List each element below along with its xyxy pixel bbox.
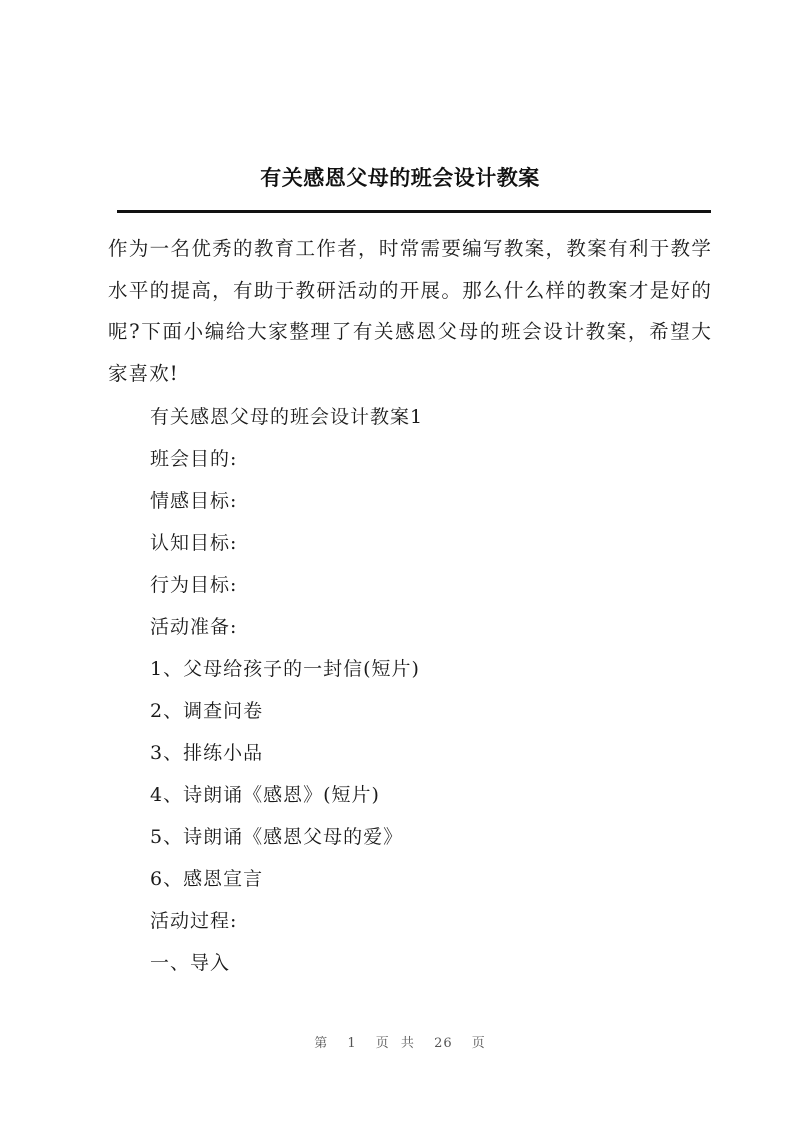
footer-middle: 页 共 bbox=[375, 1036, 415, 1051]
intro-paragraph: 作为一名优秀的教育工作者，时常需要编写教案，教案有利于教学水平的提高，有助于教研活动的开展。那么什么样的教案才是好的呢?下面小编给大家整理了有关感恩父母的班会设计教案，希望大家喜欢! bbox=[108, 237, 712, 385]
list-item: 3、排练小品 bbox=[150, 742, 264, 764]
text-line: 班会目的: bbox=[150, 448, 238, 470]
text-line: 认知目标: bbox=[150, 532, 238, 554]
list-item: 6、感恩宣言 bbox=[150, 868, 264, 890]
text-line: 活动准备: bbox=[150, 616, 238, 638]
list-item: 4、诗朗诵《感恩》(短片) bbox=[150, 784, 380, 806]
footer-suffix: 页 bbox=[471, 1036, 486, 1051]
list-item: 5、诗朗诵《感恩父母的爱》 bbox=[150, 826, 404, 848]
title-underline bbox=[117, 210, 711, 213]
footer-prefix: 第 bbox=[314, 1036, 329, 1051]
text-line: 行为目标: bbox=[150, 574, 238, 596]
list-item: 2、调查问卷 bbox=[150, 700, 264, 722]
text-line: 情感目标: bbox=[150, 490, 238, 512]
content-lines bbox=[150, 396, 710, 984]
section-heading: 有关感恩父母的班会设计教案1 bbox=[150, 406, 424, 428]
footer-page-number: 1 bbox=[347, 1036, 357, 1051]
document-title: 有关感恩父母的班会设计教案 bbox=[260, 166, 540, 190]
list-item: 1、父母给孩子的一封信(短片) bbox=[150, 658, 420, 680]
footer-total-pages: 26 bbox=[434, 1036, 453, 1051]
text-line: 一、导入 bbox=[150, 952, 231, 974]
page-footer bbox=[0, 1032, 800, 1051]
text-line: 活动过程: bbox=[150, 910, 238, 932]
